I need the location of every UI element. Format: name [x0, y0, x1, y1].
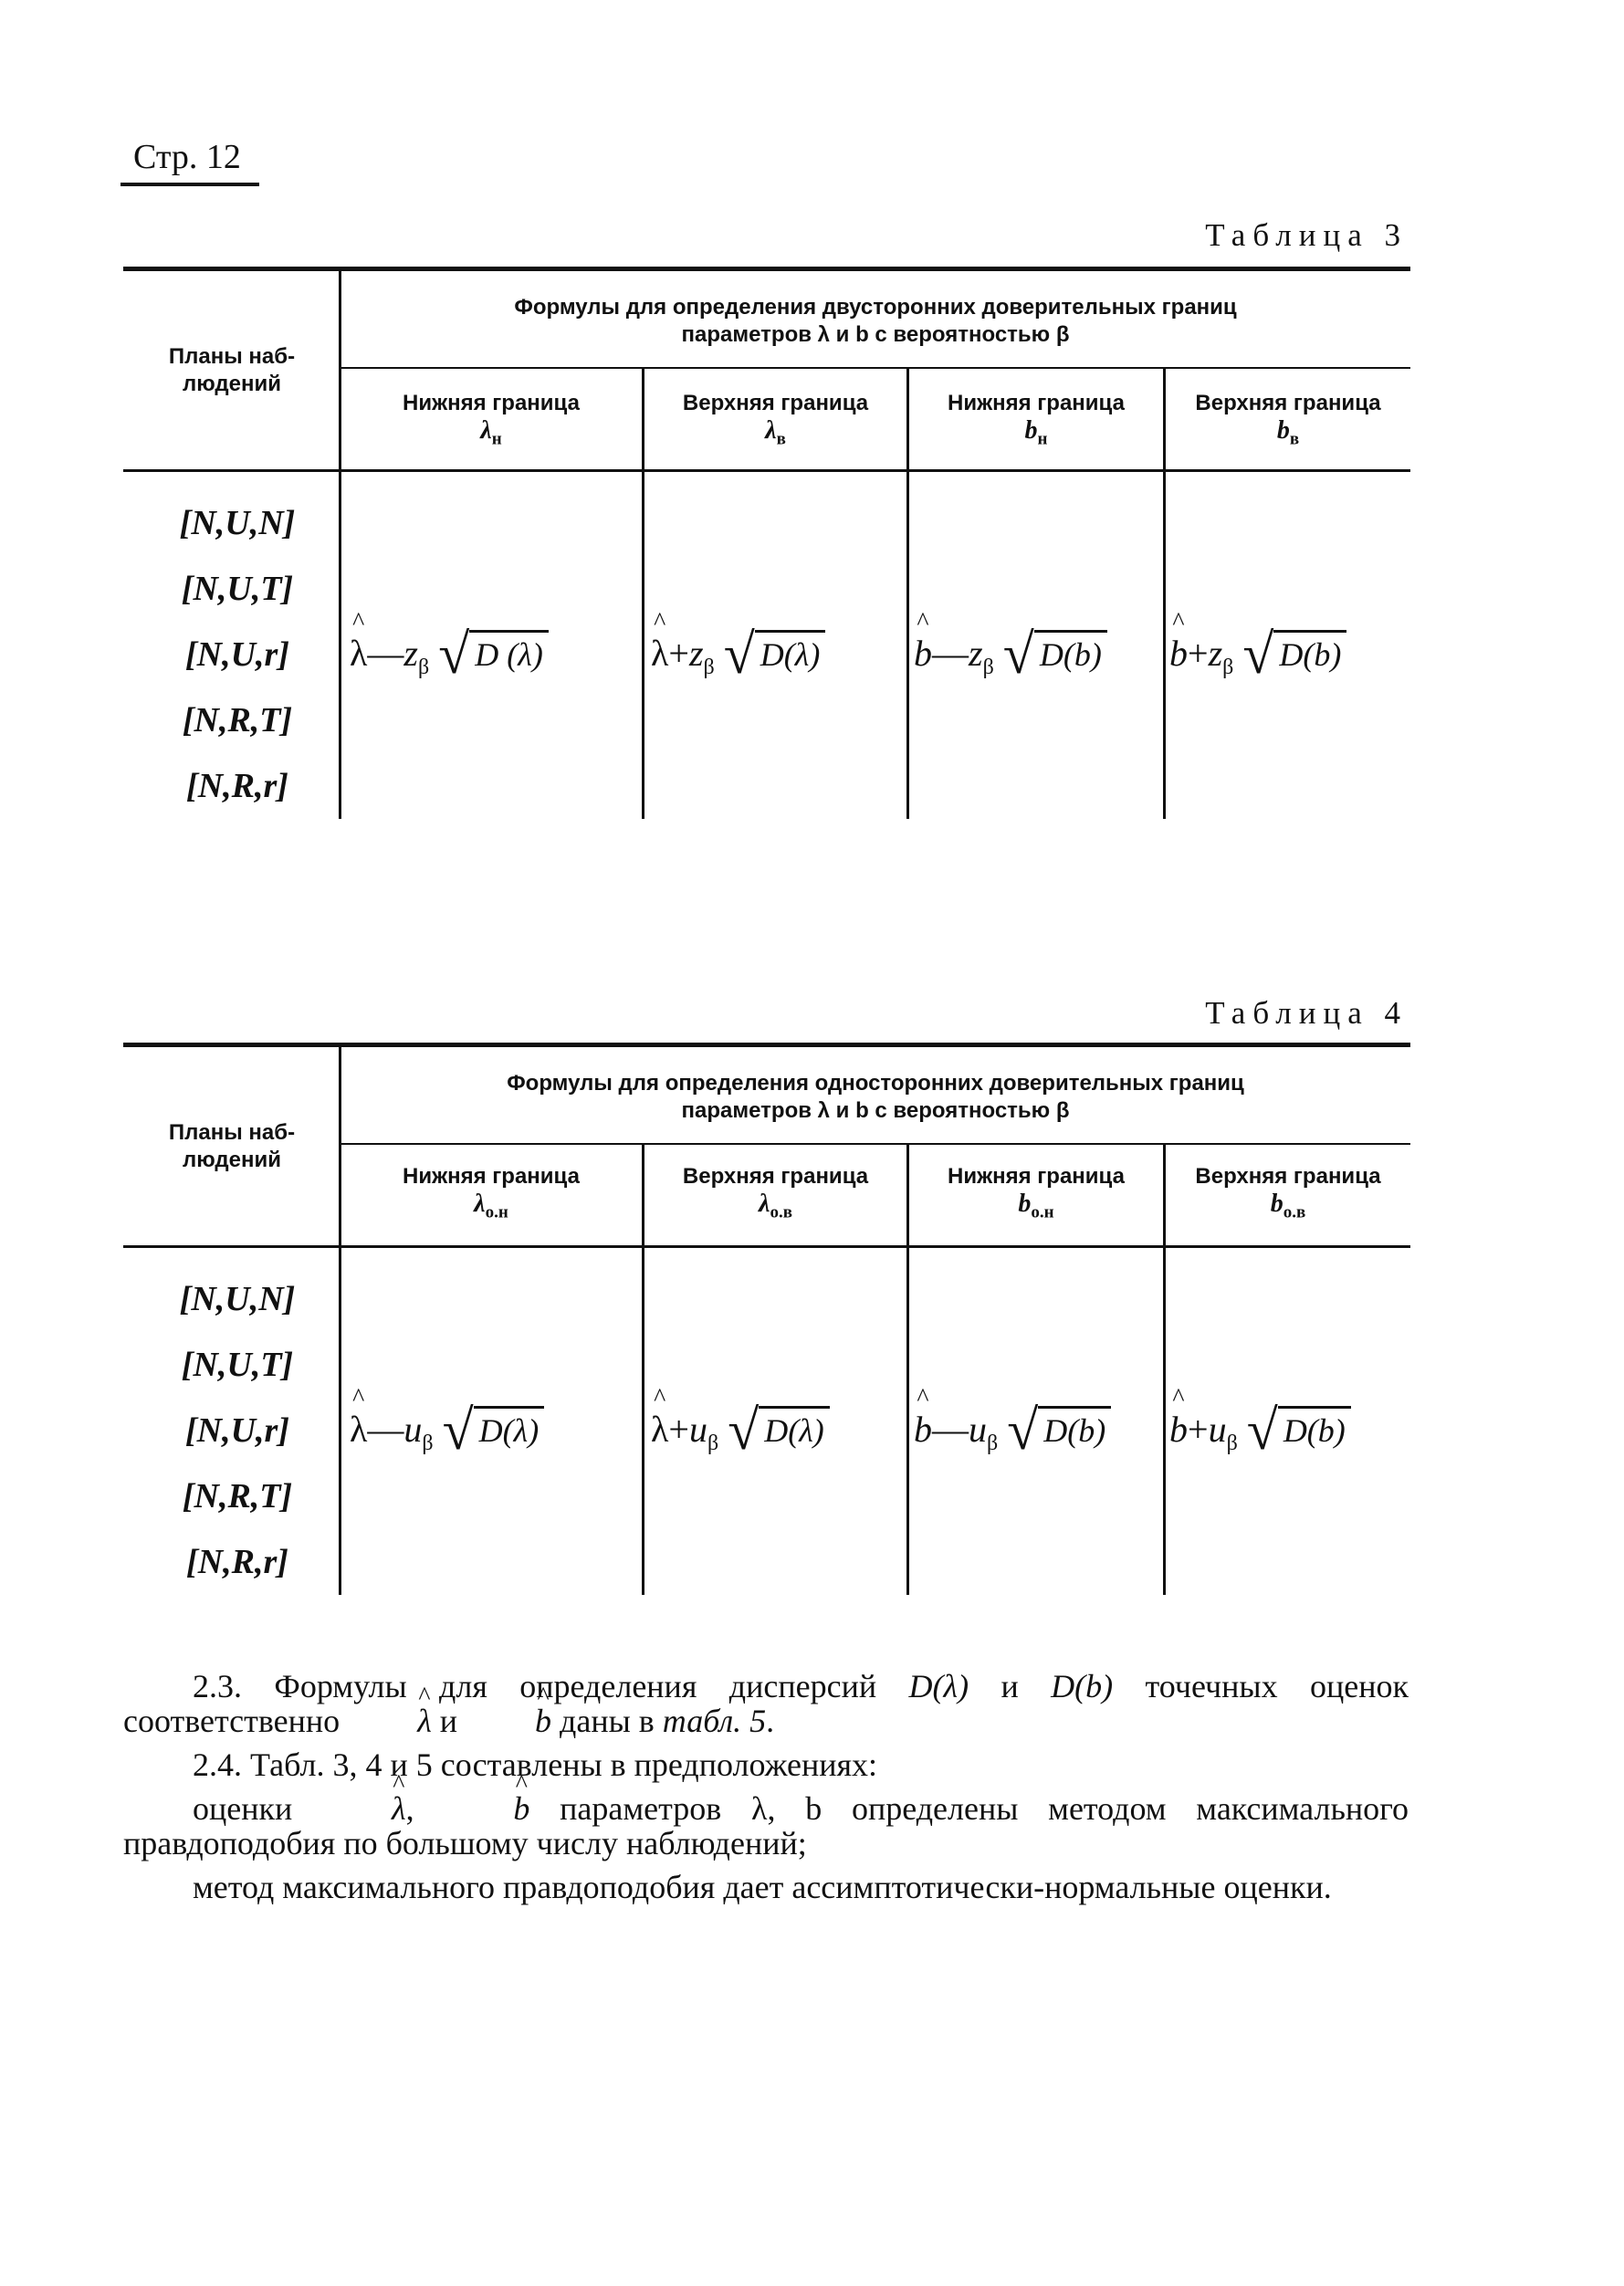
table4-formula-upper-b: ^ $b+u_\beta$ √ D(b): [1169, 1399, 1351, 1463]
table-row-plan: [N,U,N]: [179, 504, 296, 542]
table4-formula-upper-lambda: ^ $\lambda+u_\beta$ √ D(λ): [651, 1399, 830, 1463]
table3-formula-upper-lambda: ^ $\lambda+z_\beta$ √ D(λ): [651, 623, 825, 687]
table-row-plan: [N,U,r]: [185, 635, 289, 674]
table-row-plan: [N,U,r]: [185, 1411, 289, 1450]
table3-plans: [151, 490, 324, 819]
table-row-plan: [N,U,N]: [179, 1280, 296, 1318]
table4-col-upper-b: Верхняя граница $b_{о.в}$: [1195, 1164, 1381, 1222]
paragraph-2-4: 2.4. Табл. 3, 4 и 5 составлены в предположениях:: [193, 1746, 878, 1783]
page-number-underline: [120, 183, 259, 186]
table-row-plan: [N,R,r]: [186, 767, 288, 805]
paragraph-2-3: 2.3. Формулы для определения дисперсий D(λ) и D(b) точечных оценок соответственно ^ λ и ^ b даны в табл. 5.: [123, 1669, 1409, 1738]
table3-stub-header: Планы наб- людений: [168, 344, 296, 396]
table-row-plan: [N,U,T]: [181, 570, 294, 608]
table4-caption: Таблица 4: [1205, 995, 1408, 1031]
table3-col-lower-b: Нижняя граница $b_н$: [948, 391, 1125, 449]
table3-group-header: Формулы для определения двусторонних доверительных границ параметров λ и b с вероятностью β: [514, 295, 1237, 347]
table4-col-upper-lambda: Верхняя граница $\lambda_{о.в}$: [682, 1164, 869, 1222]
table3: [123, 267, 1410, 823]
table4-col-lower-b: Нижняя граница $b_{о.н}$: [948, 1164, 1125, 1222]
table4-header-rule: [123, 1245, 1410, 1248]
table-row-plan: [N,U,T]: [181, 1346, 294, 1384]
table-row-plan: [N,R,T]: [182, 1477, 293, 1515]
table4-plans: [151, 1266, 324, 1595]
table4-stub-header: Планы наб- людений: [168, 1120, 296, 1172]
table3-col-upper-lambda: Верхняя граница $\lambda_в$: [682, 391, 869, 449]
table3-col-upper-b: Верхняя граница $b_в$: [1195, 391, 1381, 449]
table3-col-lower-lambda: Нижняя граница $\lambda_н$: [403, 391, 580, 449]
paragraph-assumption-1: оценки ^ λ, ^ b параметров λ, b определены методом максимального правдоподобия по большому числу наблюдений;: [123, 1791, 1409, 1861]
table4-formula-lower-lambda: ^ $\lambda—u_\beta$ √ D(λ): [350, 1399, 544, 1463]
table3-subheader-rule: [341, 367, 1410, 369]
table3-formula-upper-b: ^ $b+z_\beta$ √ D(b): [1169, 623, 1346, 687]
table3-top-rule: [123, 267, 1410, 271]
table4-formula-lower-b: ^ $b—u_\beta$ √ D(b): [914, 1399, 1111, 1463]
table4-subheader-rule: [341, 1143, 1410, 1145]
table3-formula-lower-lambda: ^ $\lambda—z_\beta$ √ D (λ): [350, 623, 549, 687]
body-text: [123, 1669, 1409, 1914]
table3-header-rule: [123, 469, 1410, 472]
table4: [123, 1043, 1410, 1599]
table4-col-lower-lambda: Нижняя граница $\lambda_{о.н}$: [403, 1164, 580, 1222]
table4-group-header: Формулы для определения односторонних доверительных границ параметров λ и b с вероятностью β: [507, 1071, 1244, 1123]
table-row-plan: [N,R,r]: [186, 1543, 288, 1581]
page-number: Стр. 12: [133, 138, 241, 176]
table-row-plan: [N,R,T]: [182, 701, 293, 739]
paragraph-assumption-2: метод максимального правдоподобия дает ассимптотически-нормальные оценки.: [193, 1869, 1332, 1905]
table4-top-rule: [123, 1043, 1410, 1047]
table3-formula-lower-b: ^ $b—z_\beta$ √ D(b): [914, 623, 1107, 687]
table3-caption: Таблица 3: [1205, 217, 1408, 253]
